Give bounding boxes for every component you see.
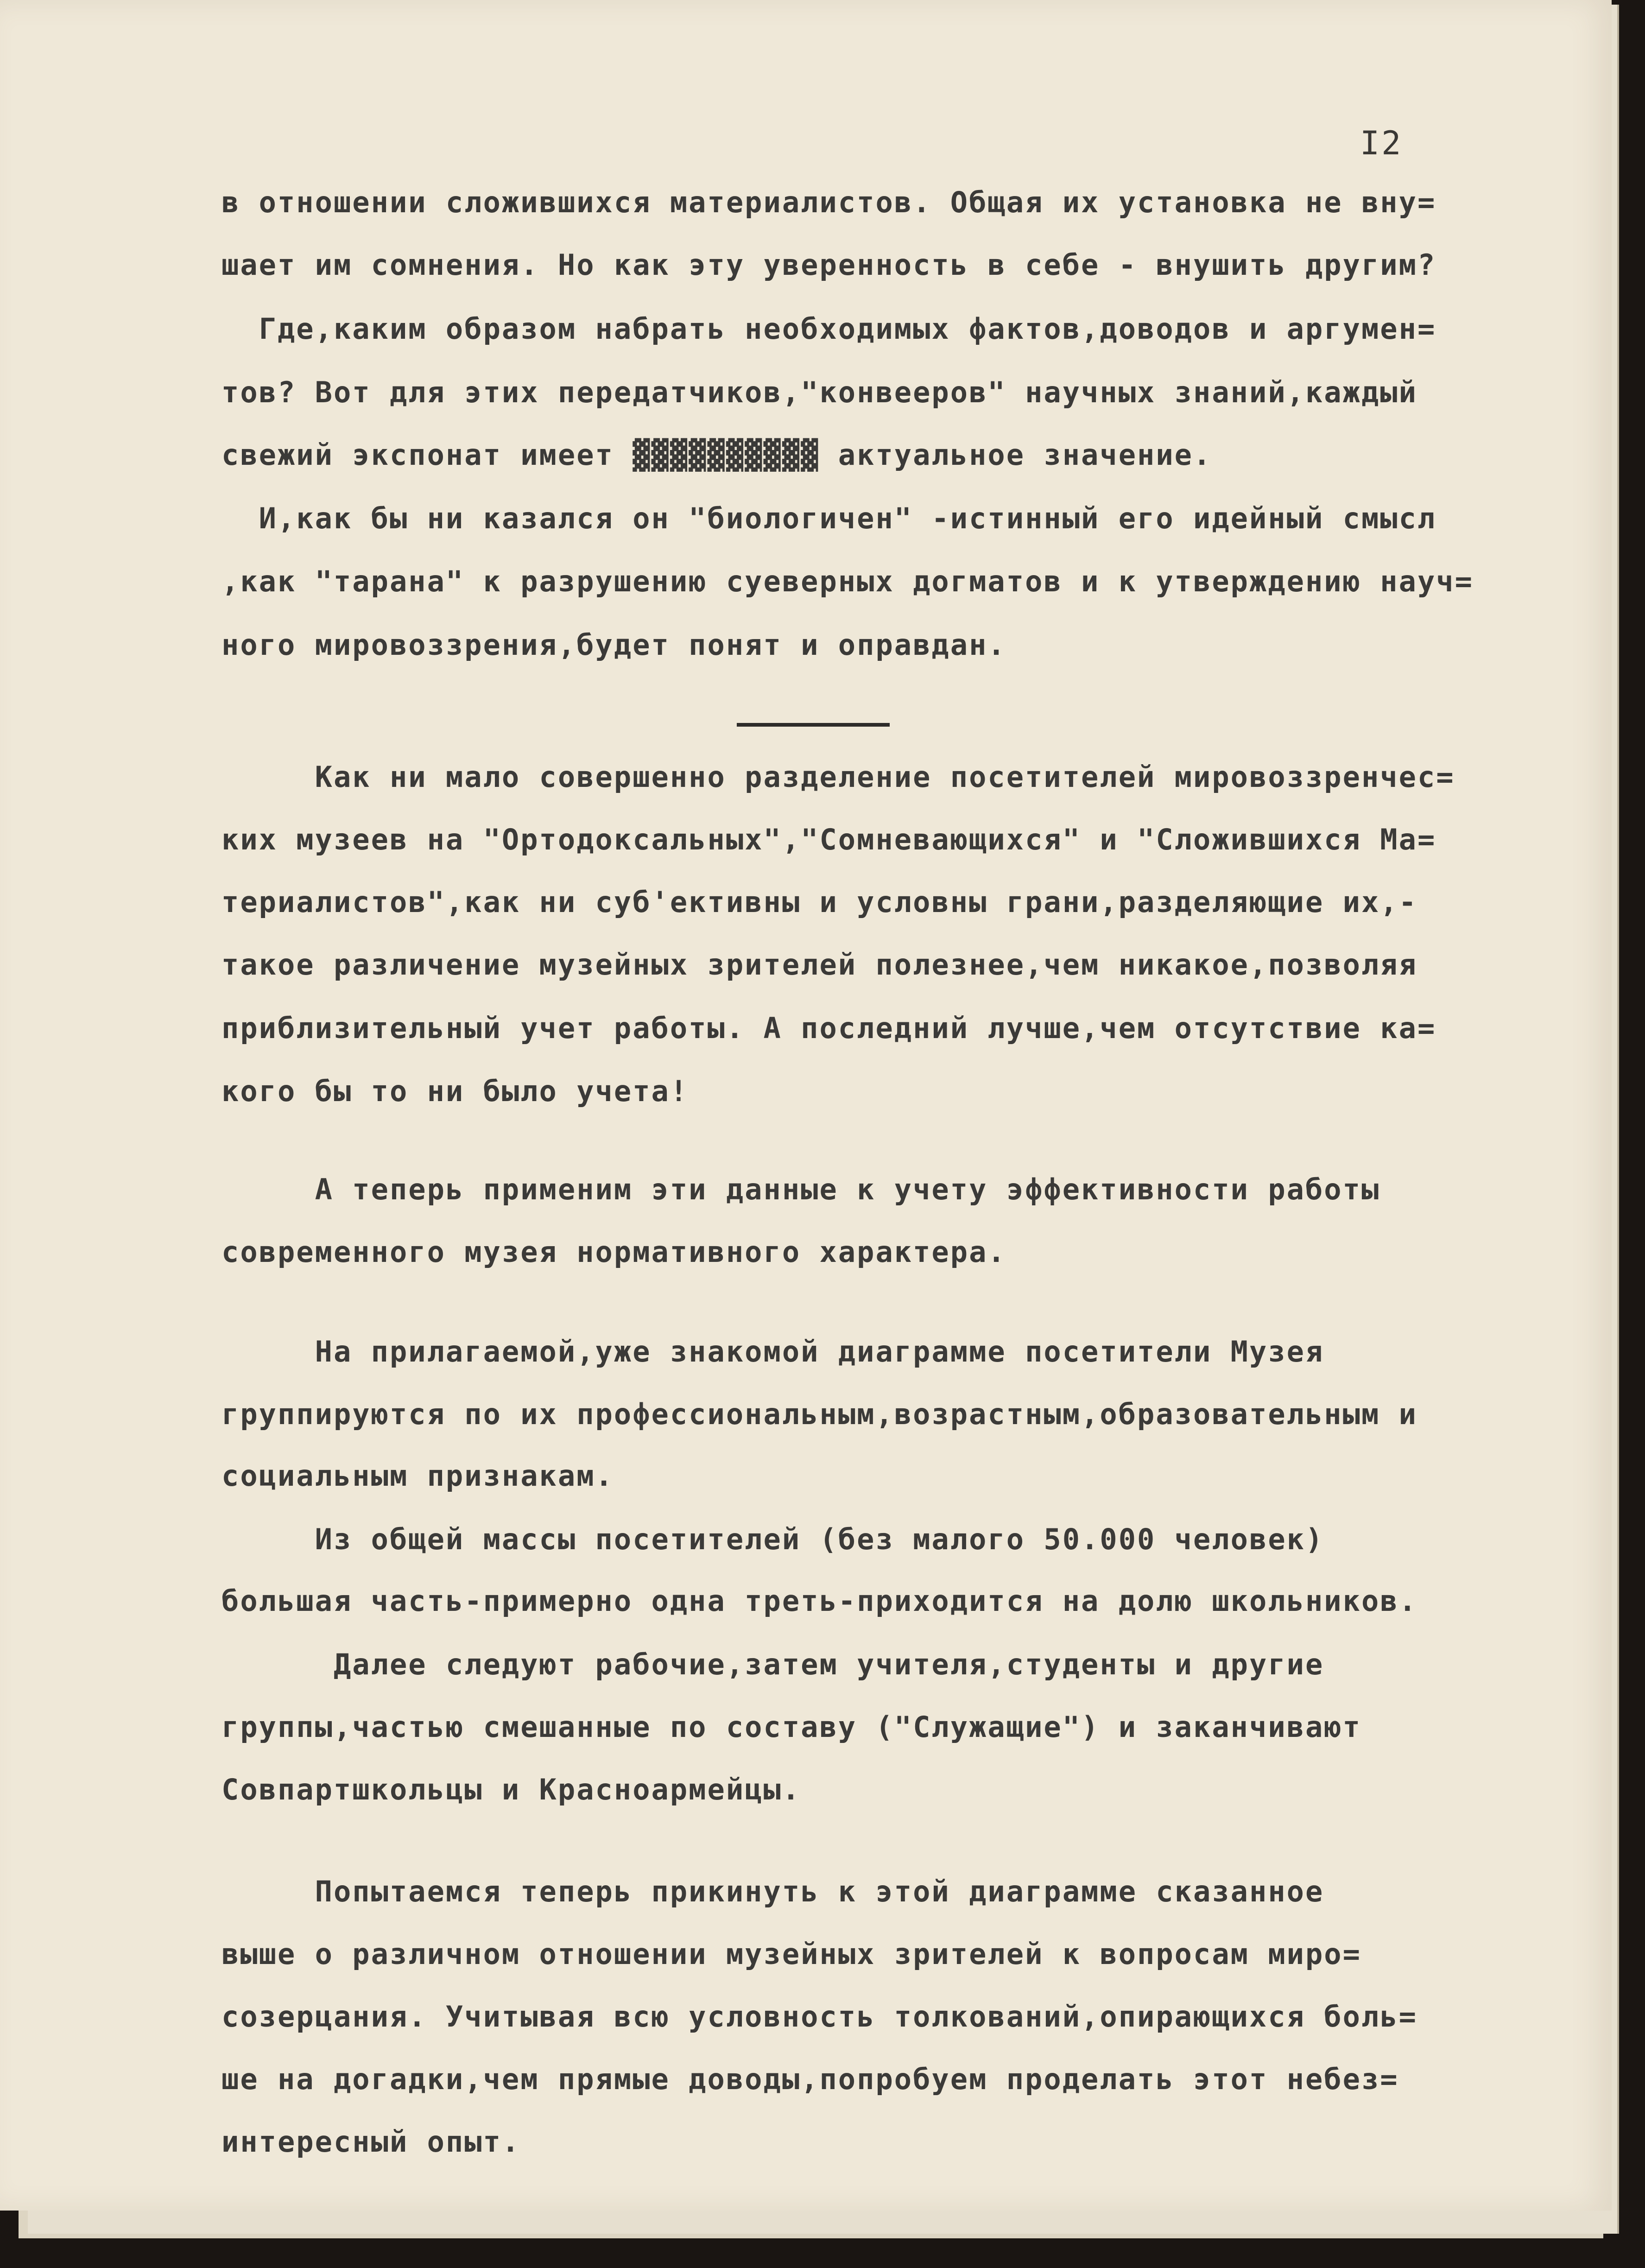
text-line: Совпартшкольцы и Красноармейцы. — [221, 1773, 801, 1806]
text-line: такое различение музейных зрителей полезнее,чем никакое,позволяя — [221, 948, 1417, 982]
text-line: выше о различном отношении музейных зрителей к вопросам миро= — [221, 1937, 1361, 1971]
page-number: I2 — [1360, 124, 1403, 162]
text-line: свежий экспонат имеет ▓▓▓▓▓▓▓▓▓▓ актуальное значение. — [221, 438, 1212, 472]
text-line: шает им сомнения. Но как эту уверенность в себе - внушить другим? — [221, 248, 1436, 282]
text-line: большая часть-примерно одна треть-приходится на долю школьников. — [221, 1584, 1417, 1618]
text-line: созерцания. Учитывая всю условность толкований,опирающихся боль= — [221, 2000, 1417, 2034]
text-line: И,как бы ни казался он "биологичен" -истинный его идейный смысл — [221, 501, 1436, 535]
text-line: приблизительный учет работы. А последний лучше,чем отсутствие ка= — [221, 1011, 1436, 1045]
text-line: ких музеев на "Ортодоксальных","Сомневающихся" и "Сложившихся Ма= — [221, 823, 1436, 856]
text-line: современного музея нормативного характера. — [221, 1235, 1006, 1269]
text-line: в отношении сложившихся материалистов. Общая их установка не вну= — [221, 185, 1436, 219]
text-line: ного мировоззрения,будет понят и оправдан. — [221, 628, 1006, 662]
text-line: ше на догадки,чем прямые доводы,попробуем проделать этот небез= — [221, 2062, 1399, 2096]
text-line: Как ни мало совершенно разделение посетителей мировоззренчес= — [221, 760, 1455, 794]
text-line: группируются по их профессиональным,возрастным,образовательным и — [221, 1397, 1417, 1431]
text-line: Где,каким образом набрать необходимых фактов,доводов и аргумен= — [221, 312, 1436, 346]
text-line: териалистов",как ни суб'ективны и условны грани,разделяющие их,- — [221, 885, 1417, 919]
text-line: ,как "тарана" к разрушению суеверных догматов и к утверждению науч= — [221, 564, 1474, 598]
section-divider — [737, 723, 890, 727]
text-line: На прилагаемой,уже знакомой диаграмме посетители Музея — [221, 1335, 1324, 1368]
text-line: кого бы то ни было учета! — [221, 1074, 689, 1108]
text-line: А теперь применим эти данные к учету эффективности работы — [221, 1172, 1380, 1206]
text-line: интересный опыт. — [221, 2125, 521, 2159]
text-line: социальным признакам. — [221, 1459, 614, 1493]
text-line: тов? Вот для этих передатчиков,"конвееров" научных знаний,каждый — [221, 375, 1417, 409]
text-line: Далее следуют рабочие,затем учителя,студенты и другие — [221, 1647, 1324, 1681]
text-line: Из общей массы посетителей (без малого 50.000 человек) — [221, 1522, 1324, 1556]
text-line: группы,частью смешанные по составу ("Служащие") и заканчивают — [221, 1710, 1361, 1744]
text-line: Попытаемся теперь прикинуть к этой диаграмме сказанное — [221, 1875, 1324, 1908]
